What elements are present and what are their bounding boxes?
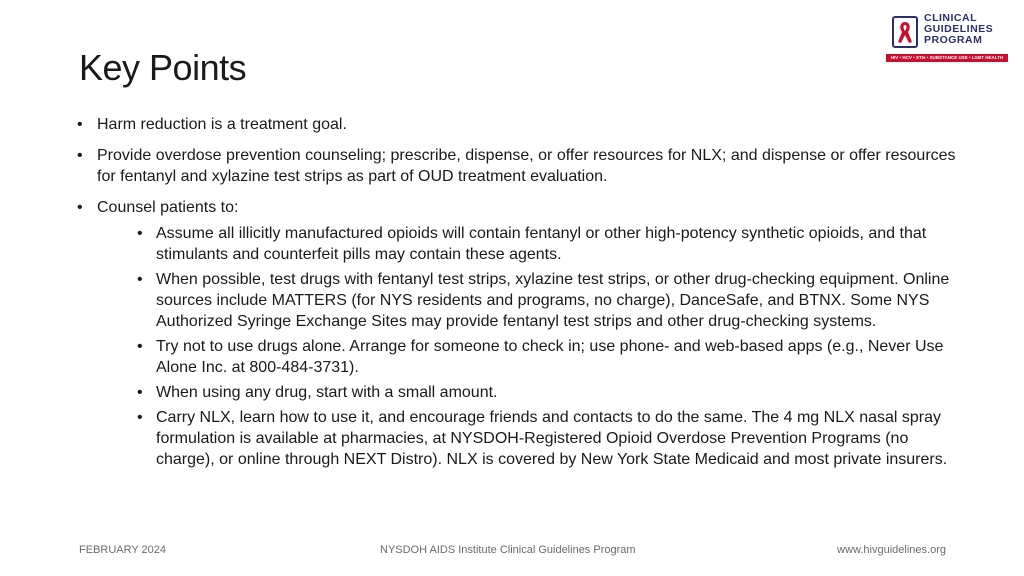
sub-bullet-carry-nlx: • Carry NLX, learn how to use it, and encourage friends and contacts to do the same. The 4 mg NLX nasal spray formulation is available at pharmacies, at NYSDOH-Registered Opioid Overdose Prevention Programs (no charge), or online through NEXT Distro). NLX is covered by New York State Medicaid and most private insurers. (117, 407, 957, 470)
key-points-list (77, 114, 957, 474)
logo-line-2: GUIDELINES (924, 23, 994, 35)
bullet-overdose-prevention: • Provide overdose prevention counseling; prescribe, dispense, or offer resources for NLX; and dispense or offer resources for fentanyl and xylazine test strips as part of OUD treatment evaluation. (77, 145, 957, 187)
footer-date: FEBRUARY 2024 (79, 544, 167, 556)
bullet-counsel-patients: • Counsel patients to: • Assume all illicitly manufactured opioids will contain fentanyl or other high-potency synthetic opioids, and that stimulants and counterfeit pills may contain these agents. • When possible, test drugs with fentanyl test strips, xylazine test strips, or other drug-checking equipment. Online sources include MATTERS (for NYS residents and programs, no charge), DanceSafe, and BTNX. Some NYS Authorized Syringe Exchange Sites may provide fentanyl test strips and other drug-checking systems. • Try not to use drugs alone. Arrange for someone to check in; use phone- and web-based apps (e.g., Never Use Alone Inc. at 800-484-3731). • When using any drug, start with a small amount. • Carry NLX, learn how to use it, and encourage friends and contacts to do the same. The 4 mg NLX nasal spray formulation is available at pharmacies, at NYSDOH-Registered Opioid Overdose Prevention Programs (no charge), or online through NEXT Distro). NLX is covered by New York State Medicaid and most private insurers. (77, 197, 957, 470)
sub-bullet-not-alone: • Try not to use drugs alone. Arrange for someone to check in; use phone- and web-based apps (e.g., Never Use Alone Inc. at 800-484-3731). (117, 336, 957, 378)
footer-program: NYSDOH AIDS Institute Clinical Guidelines Program (380, 544, 636, 556)
clinical-guidelines-program-logo (886, 12, 1012, 64)
logo-line-3: PROGRAM (924, 34, 983, 46)
logo-tagline: HIV • HCV • STIs • SUBSTANCE USE • LGBT HEALTH (886, 54, 1008, 62)
sub-bullet-small-amount: • When using any drug, start with a small amount. (117, 382, 957, 403)
logo-wordmark (924, 13, 993, 46)
footer-url[interactable]: www.hivguidelines.org (837, 544, 946, 556)
slide-title: Key Points (79, 47, 247, 88)
red-ribbon-icon (892, 16, 918, 48)
sub-bullet-assume-fentanyl: • Assume all illicitly manufactured opioids will contain fentanyl or other high-potency synthetic opioids, and that stimulants and counterfeit pills may contain these agents. (117, 223, 957, 265)
sub-bullet-test-drugs: • When possible, test drugs with fentanyl test strips, xylazine test strips, or other drug-checking equipment. Online sources include MATTERS (for NYS residents and programs, no charge), DanceSafe, and BTNX. Some NYS Authorized Syringe Exchange Sites may provide fentanyl test strips and other drug-checking systems. (117, 269, 957, 332)
logo-line-1: CLINICAL (924, 12, 977, 24)
bullet-harm-reduction: • Harm reduction is a treatment goal. (77, 114, 957, 135)
